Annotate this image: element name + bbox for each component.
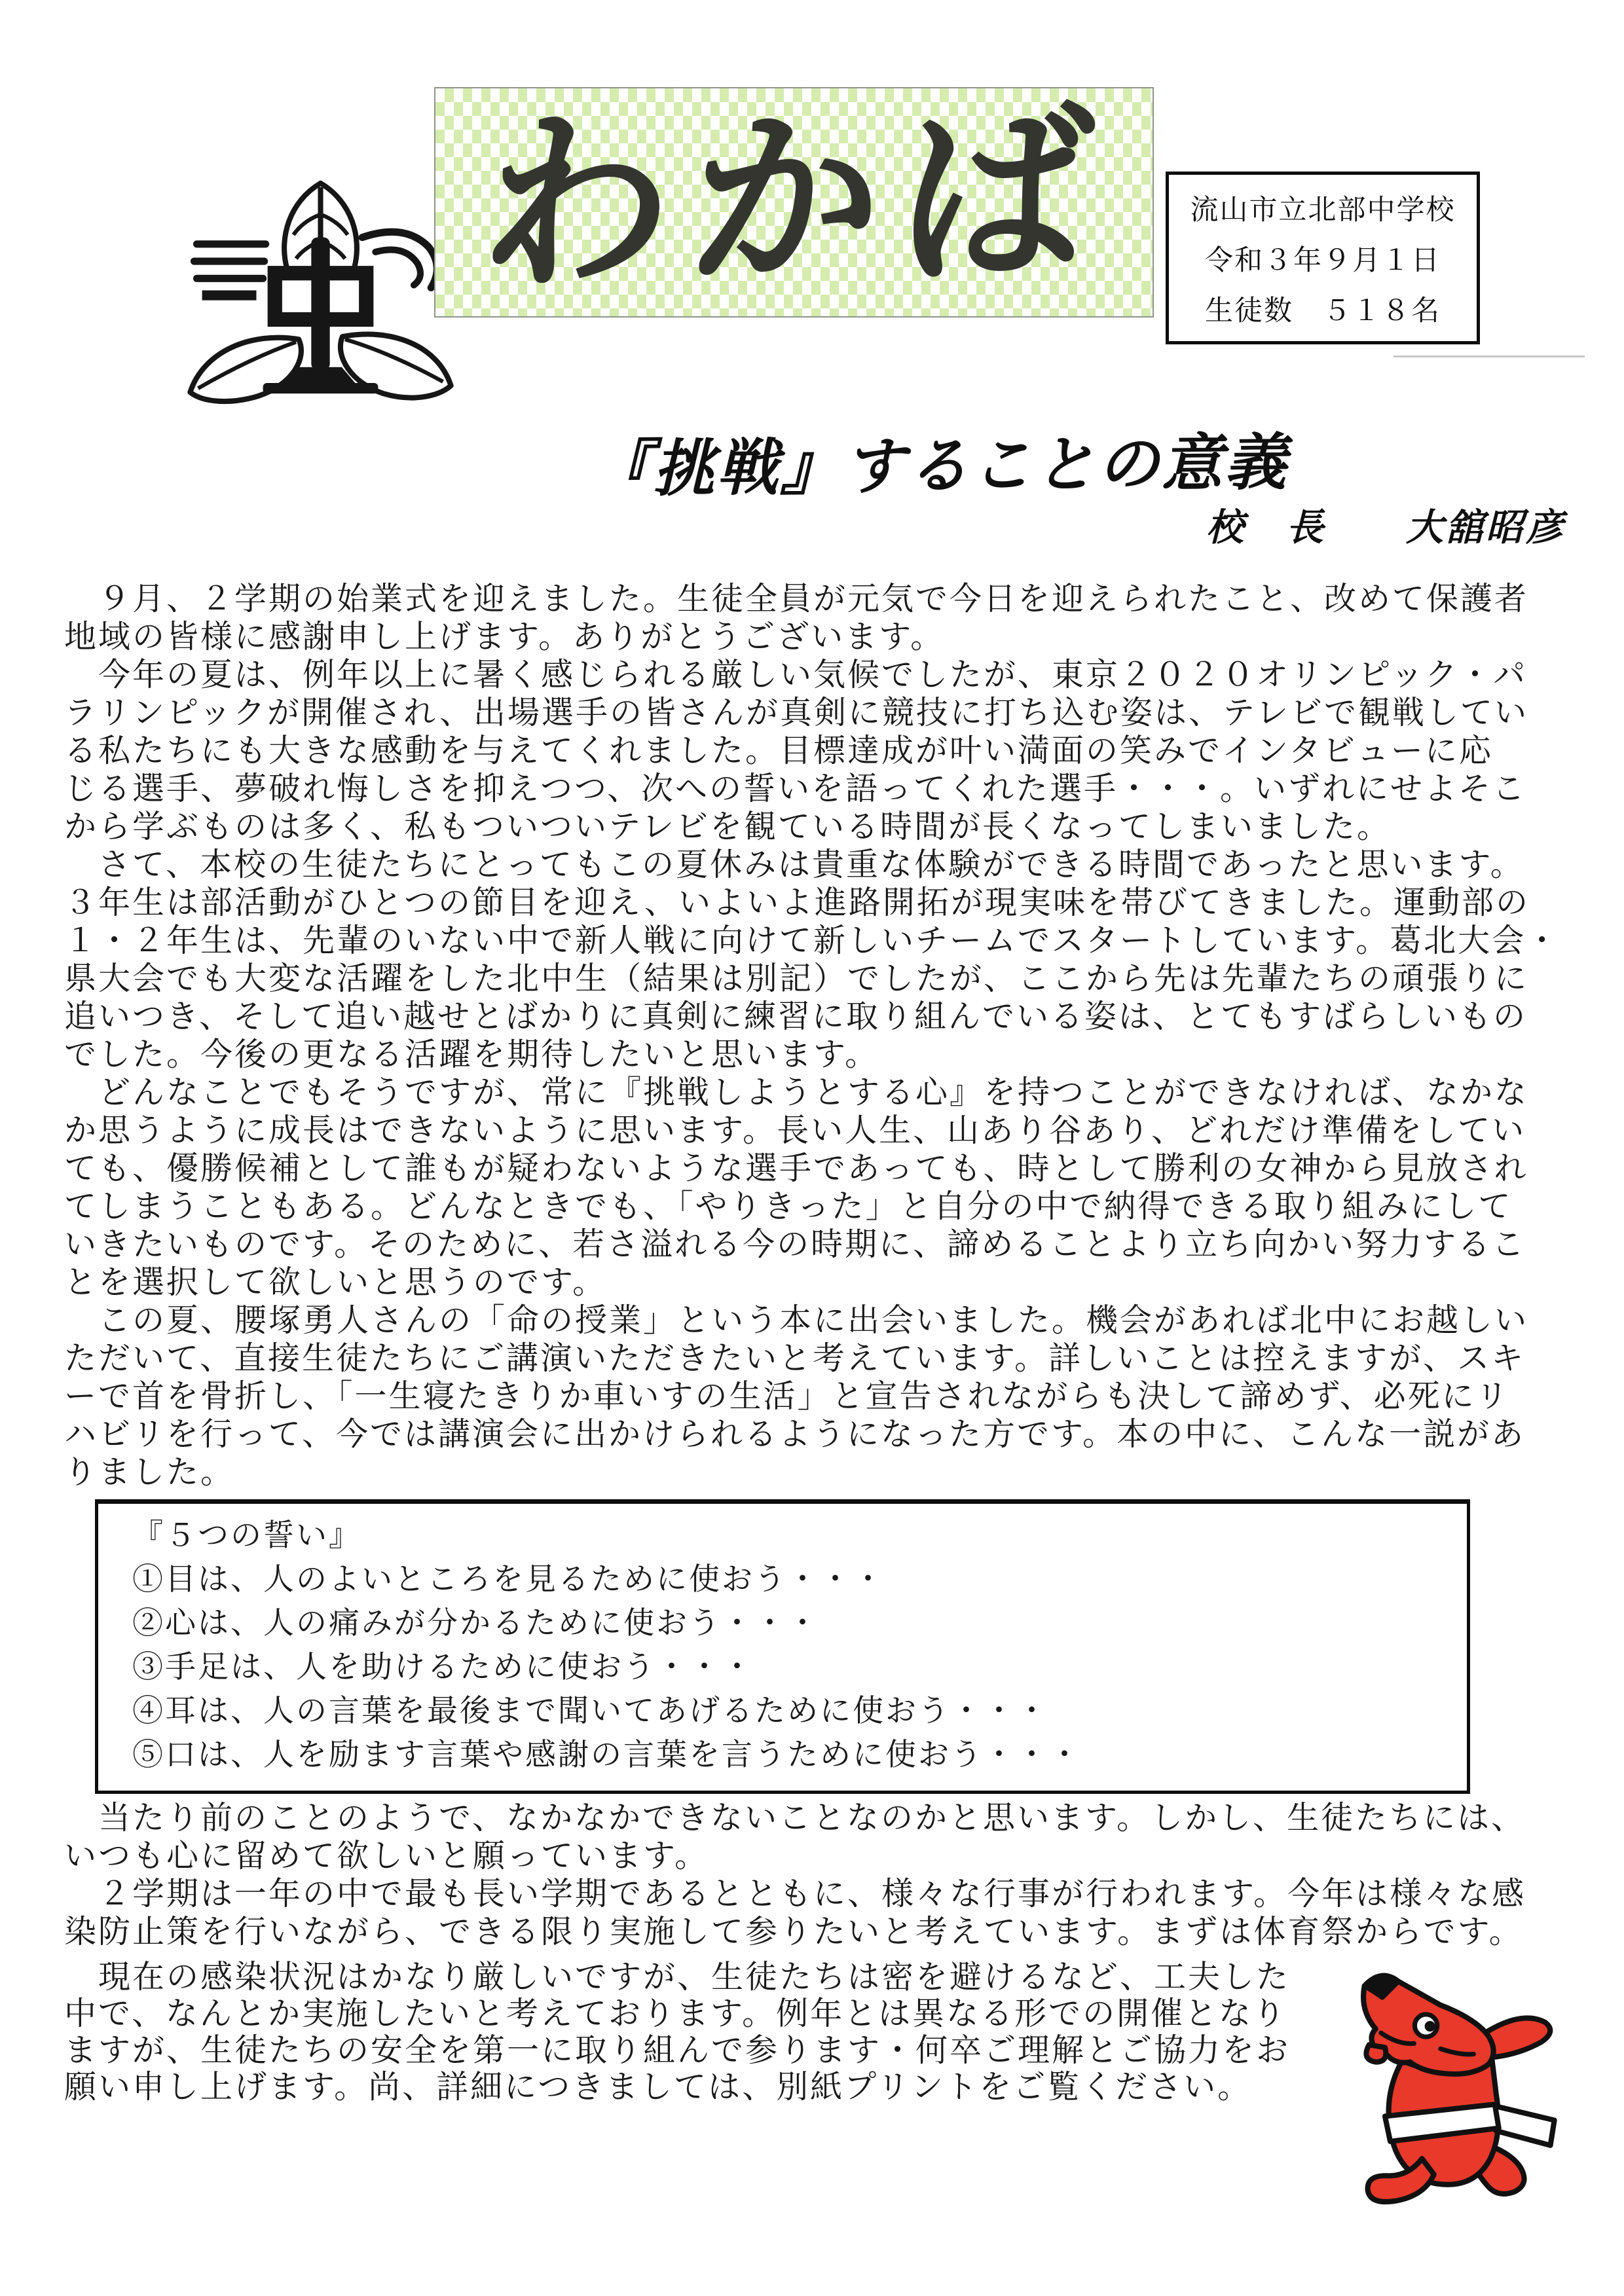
pledge-item: ⑤口は、人を励ます言葉や感謝の言葉を言うために使おう・・・ bbox=[132, 1738, 1082, 1772]
body-line: ますが、生徒たちの安全を第一に取り組んで参ります・何卒ご理解とご協力をお bbox=[64, 2032, 1291, 2068]
body-line: この夏、腰塚勇人さんの「命の授業」という本に出会いました。機会があれば北中にお越しい bbox=[64, 1302, 1529, 1338]
body-line: 願い申し上げます。尚、詳細につきましては、別紙プリントをご覧ください。 bbox=[64, 2069, 1252, 2105]
pledge-box bbox=[95, 1499, 1470, 1794]
mascot-icon bbox=[1341, 1963, 1560, 2214]
body-line: いきたいものです。そのために、若さ溢れる今の時期に、諦めることより立ち向かい努力するこ bbox=[64, 1226, 1526, 1262]
body-line: じる選手、夢破れ悔しさを抑えつつ、次への誓いを語ってくれた選手・・・。いずれにせよそこ bbox=[64, 771, 1527, 807]
school-info-box bbox=[1166, 172, 1480, 344]
scan-artifact-line bbox=[1393, 355, 1585, 357]
school-name: 流山市立北部中学校 bbox=[1190, 195, 1456, 226]
banner-title: わかば bbox=[473, 83, 1115, 318]
body-line: いつも心に留めて欲しいと願っています。 bbox=[64, 1838, 709, 1874]
body-line: 追いつき、そして追い越せとばかりに真剣に練習に取り組んでいる姿は、とてもすばらしいもの bbox=[64, 998, 1528, 1034]
body-line: ーで首を骨折し、「一生寝たきりか車いすの生活」と宣告されながらも決して諦めず、必死にリ bbox=[64, 1378, 1510, 1414]
body-line: 現在の感染状況はかなり厳しいですが、生徒たちは密を避けるなど、工夫した bbox=[64, 1959, 1291, 1995]
body-line: か思うように成長はできないように思います。長い人生、山あり谷あり、どれだけ準備をしてい bbox=[64, 1112, 1526, 1148]
body-line: りました。 bbox=[64, 1454, 235, 1490]
pledge-title: 『５つの誓い』 bbox=[132, 1519, 361, 1553]
body-line: る私たちにも大きな感動を与えてくれました。目標達成が叶い満面の笑みでインタビューに応 bbox=[64, 733, 1494, 769]
body-line: ハビリを行って、今では講演会に出かけられるようになった方です。本の中に、こんな一説があ bbox=[64, 1416, 1526, 1452]
issue-date: 令和３年９月１日 bbox=[1205, 246, 1441, 276]
body-line: どんなことでもそうですが、常に『挑戦しようとする心』を持つことができなければ、なかな bbox=[64, 1074, 1529, 1110]
student-count: 生徒数 ５１８名 bbox=[1205, 296, 1441, 327]
body-line: ラリンピックが開催され、出場選手の皆さんが真剣に競技に打ち込む姿は、テレビで観戦してい bbox=[64, 695, 1529, 731]
body-line: ３年生は部活動がひとつの節目を迎え、いよいよ進路開拓が現実味を帯びてきました。運動部の bbox=[64, 884, 1530, 920]
pledge-item: ②心は、人の痛みが分かるために使おう・・・ bbox=[132, 1607, 820, 1641]
body-line: 地域の皆様に感謝申し上げます。ありがとうございます。 bbox=[64, 619, 945, 655]
body-line: 染防止策を行いながら、できる限り実施して参りたいと考えています。まずは体育祭からです。 bbox=[64, 1914, 1523, 1950]
body-line: ただいて、直接生徒たちにご講演いただきたいと考えています。詳しいことは控えますが、スキ bbox=[64, 1340, 1526, 1376]
pledge-item: ①目は、人のよいところを見るために使おう・・・ bbox=[132, 1563, 885, 1597]
body-line: さて、本校の生徒たちにとってもこの夏休みは貴重な体験ができる時間であったと思います。 bbox=[64, 847, 1524, 883]
body-line: 中で、なんとか実施したいと考えております。例年とは異なる形での開催となり bbox=[64, 1995, 1287, 2032]
body-line: でした。今後の更なる活躍を期待したいと思います。 bbox=[64, 1036, 879, 1072]
body-line: 県大会でも大変な活躍をした北中生（結果は別記）でしたが、ここから先は先輩たちの頑張りに bbox=[64, 960, 1529, 996]
body-line: １・２年生は、先輩のいない中で新人戦に向けて新しいチームでスタートしています。葛北大会・ bbox=[64, 922, 1560, 958]
article-body-middle bbox=[64, 1799, 1570, 1951]
school-emblem-icon bbox=[165, 173, 476, 406]
pledge-items bbox=[132, 1558, 1447, 1777]
newsletter-banner bbox=[434, 83, 1154, 318]
body-line: ２学期は一年の中で最も長い学期であるとともに、様々な行事が行われます。今年は様々な感 bbox=[64, 1876, 1526, 1912]
body-line: ても、優勝候補として誰もが疑わないような選手であっても、時として勝利の女神から見放され bbox=[64, 1150, 1528, 1186]
body-line: とを選択して欲しいと思うのです。 bbox=[64, 1264, 607, 1300]
article-author: 校 長 大舘昭彦 bbox=[1206, 507, 1566, 549]
article-body-top bbox=[64, 580, 1570, 1491]
article-title: 『挑戦』することの意義 bbox=[589, 429, 1289, 505]
pledge-item: ④耳は、人の言葉を最後まで聞いてあげるために使おう・・・ bbox=[132, 1694, 1049, 1728]
article-body-closing bbox=[64, 1959, 1312, 2105]
body-line: 今年の夏は、例年以上に暑く感じられる厳しい気候でしたが、東京２０２０オリンピック・パ bbox=[64, 657, 1528, 693]
body-line: てしまうこともある。どんなときでも、「やりきった」と自分の中で納得できる取り組みにして bbox=[64, 1188, 1513, 1224]
body-line: 当たり前のことのようで、なかなかできないことなのかと思います。しかし、生徒たちには、 bbox=[64, 1800, 1526, 1836]
body-line: ９月、２学期の始業式を迎えました。生徒全員が元気で今日を迎えられたこと、改めて保護者 bbox=[64, 581, 1529, 617]
pledge-item: ③手足は、人を助けるために使おう・・・ bbox=[132, 1650, 754, 1685]
body-line: から学ぶものは多く、私もついついテレビを観ている時間が長くなってしまいました。 bbox=[64, 809, 1392, 845]
